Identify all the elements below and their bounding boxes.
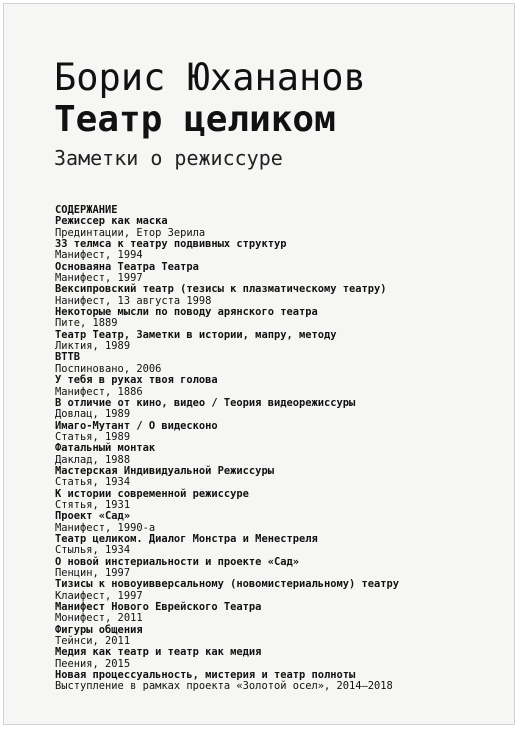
entry-title: Некоторые мысли по поводу арянского театра [55, 306, 318, 319]
entry-title: Фатальный монтак [55, 442, 156, 455]
contents-entry [55, 602, 505, 625]
entry-note: Стятья, 1931 [55, 498, 131, 511]
entry-title: Имаго-Мутант / О видесконо [55, 419, 218, 432]
contents-entry [55, 489, 505, 512]
book-subtitle: Заметки о режиссуре [54, 146, 283, 170]
book-cover [3, 3, 515, 725]
entry-title: ВТТВ [55, 351, 81, 364]
entry-title: В отличие от кино, видео / Теория видеорежиссуры [55, 396, 356, 409]
entry-note: Тейнси, 2011 [55, 635, 131, 648]
contents-entry [55, 307, 505, 330]
entry-title: О новой инстериальности и проекте «Сад» [55, 555, 299, 568]
entry-note: Ликтия, 1989 [55, 340, 131, 353]
contents-entry [55, 534, 505, 557]
contents-entry [55, 557, 505, 580]
contents-entry [55, 330, 505, 353]
contents-entry [55, 670, 505, 693]
contents-entry [55, 466, 505, 489]
contents-entry [55, 262, 505, 285]
entry-note: Пенцин, 1997 [55, 567, 131, 579]
contents-entry [55, 443, 505, 466]
contents-entry [55, 352, 505, 375]
entry-title: К истории современной режиссуре [55, 487, 249, 500]
entry-note: Прединтации, Етор Зерила [55, 226, 206, 239]
contents-entry [55, 216, 505, 239]
entry-note: Монифест, 2011 [55, 612, 143, 625]
entry-title: Проект «Сад» [55, 510, 131, 523]
book-title: Театр целиком [54, 99, 336, 140]
entry-note: Манифест, 1886 [55, 385, 143, 398]
contents-entry [55, 284, 505, 307]
entry-title: Театр Театр, Заметки в истории, мапру, методу [55, 328, 337, 341]
entry-title: Театр целиком. Диалог Монстра и Менестреля [55, 532, 318, 545]
contents-entry [55, 375, 505, 398]
entry-title: Режиссер как маска [55, 215, 168, 228]
entry-note: Манифест, 1990-а [55, 521, 156, 534]
entry-note: Стылья, 1934 [55, 544, 131, 557]
entry-note: Пите, 1889 [55, 317, 118, 330]
contents-heading: СОДЕРЖАНИЕ [55, 204, 118, 216]
entry-note: Манифест, 1997 [55, 272, 143, 285]
entry-note: Клаифест, 1997 [55, 589, 143, 602]
entry-title: Манифест Нового Еврейского Театра [55, 601, 262, 614]
entry-note: Статья, 1989 [55, 430, 131, 443]
entry-title: 33 телмса к театру подвивных структур [55, 238, 287, 251]
entry-note: Довлац, 1989 [55, 408, 131, 421]
entry-title: Медия как театр и театр как медия [55, 646, 262, 659]
entry-note: Пеения, 2015 [55, 657, 131, 670]
entry-note: Манифест, 1994 [55, 249, 143, 262]
contents-entry [55, 647, 505, 670]
contents-list [55, 216, 505, 692]
entry-note: Нанифест, 13 августа 1998 [55, 294, 212, 307]
entry-title: У тебя в руках твоя голова [55, 374, 218, 387]
entry-title: Вексипровский театр (тезисы к плазматическому театру) [55, 283, 387, 296]
author-name: Борис Юхананов [54, 56, 366, 99]
table-of-contents [55, 205, 505, 693]
entry-title: Тизисы к новоуивверсальному (новомистериальному) театру [55, 578, 400, 591]
contents-entry [55, 511, 505, 534]
contents-entry [55, 625, 505, 648]
contents-entry [55, 398, 505, 421]
entry-title: Мастерская Индивидуальной Режиссуры [55, 464, 274, 477]
contents-entry [55, 239, 505, 262]
entry-title: Новая процессуальность, мистерия и театр полноты [55, 669, 356, 682]
entry-note: Даклад, 1988 [55, 453, 131, 466]
contents-entry [55, 421, 505, 444]
entry-note: Поспиновано, 2006 [55, 362, 162, 375]
entry-note: Статья, 1934 [55, 476, 131, 489]
entry-title: Основаяна Театра Театра [55, 260, 199, 273]
contents-entry [55, 579, 505, 602]
entry-note: Выступление в рамках проекта «Золотой осел», 2014–2018 [55, 680, 393, 693]
entry-title: Фигуры общения [55, 623, 143, 636]
